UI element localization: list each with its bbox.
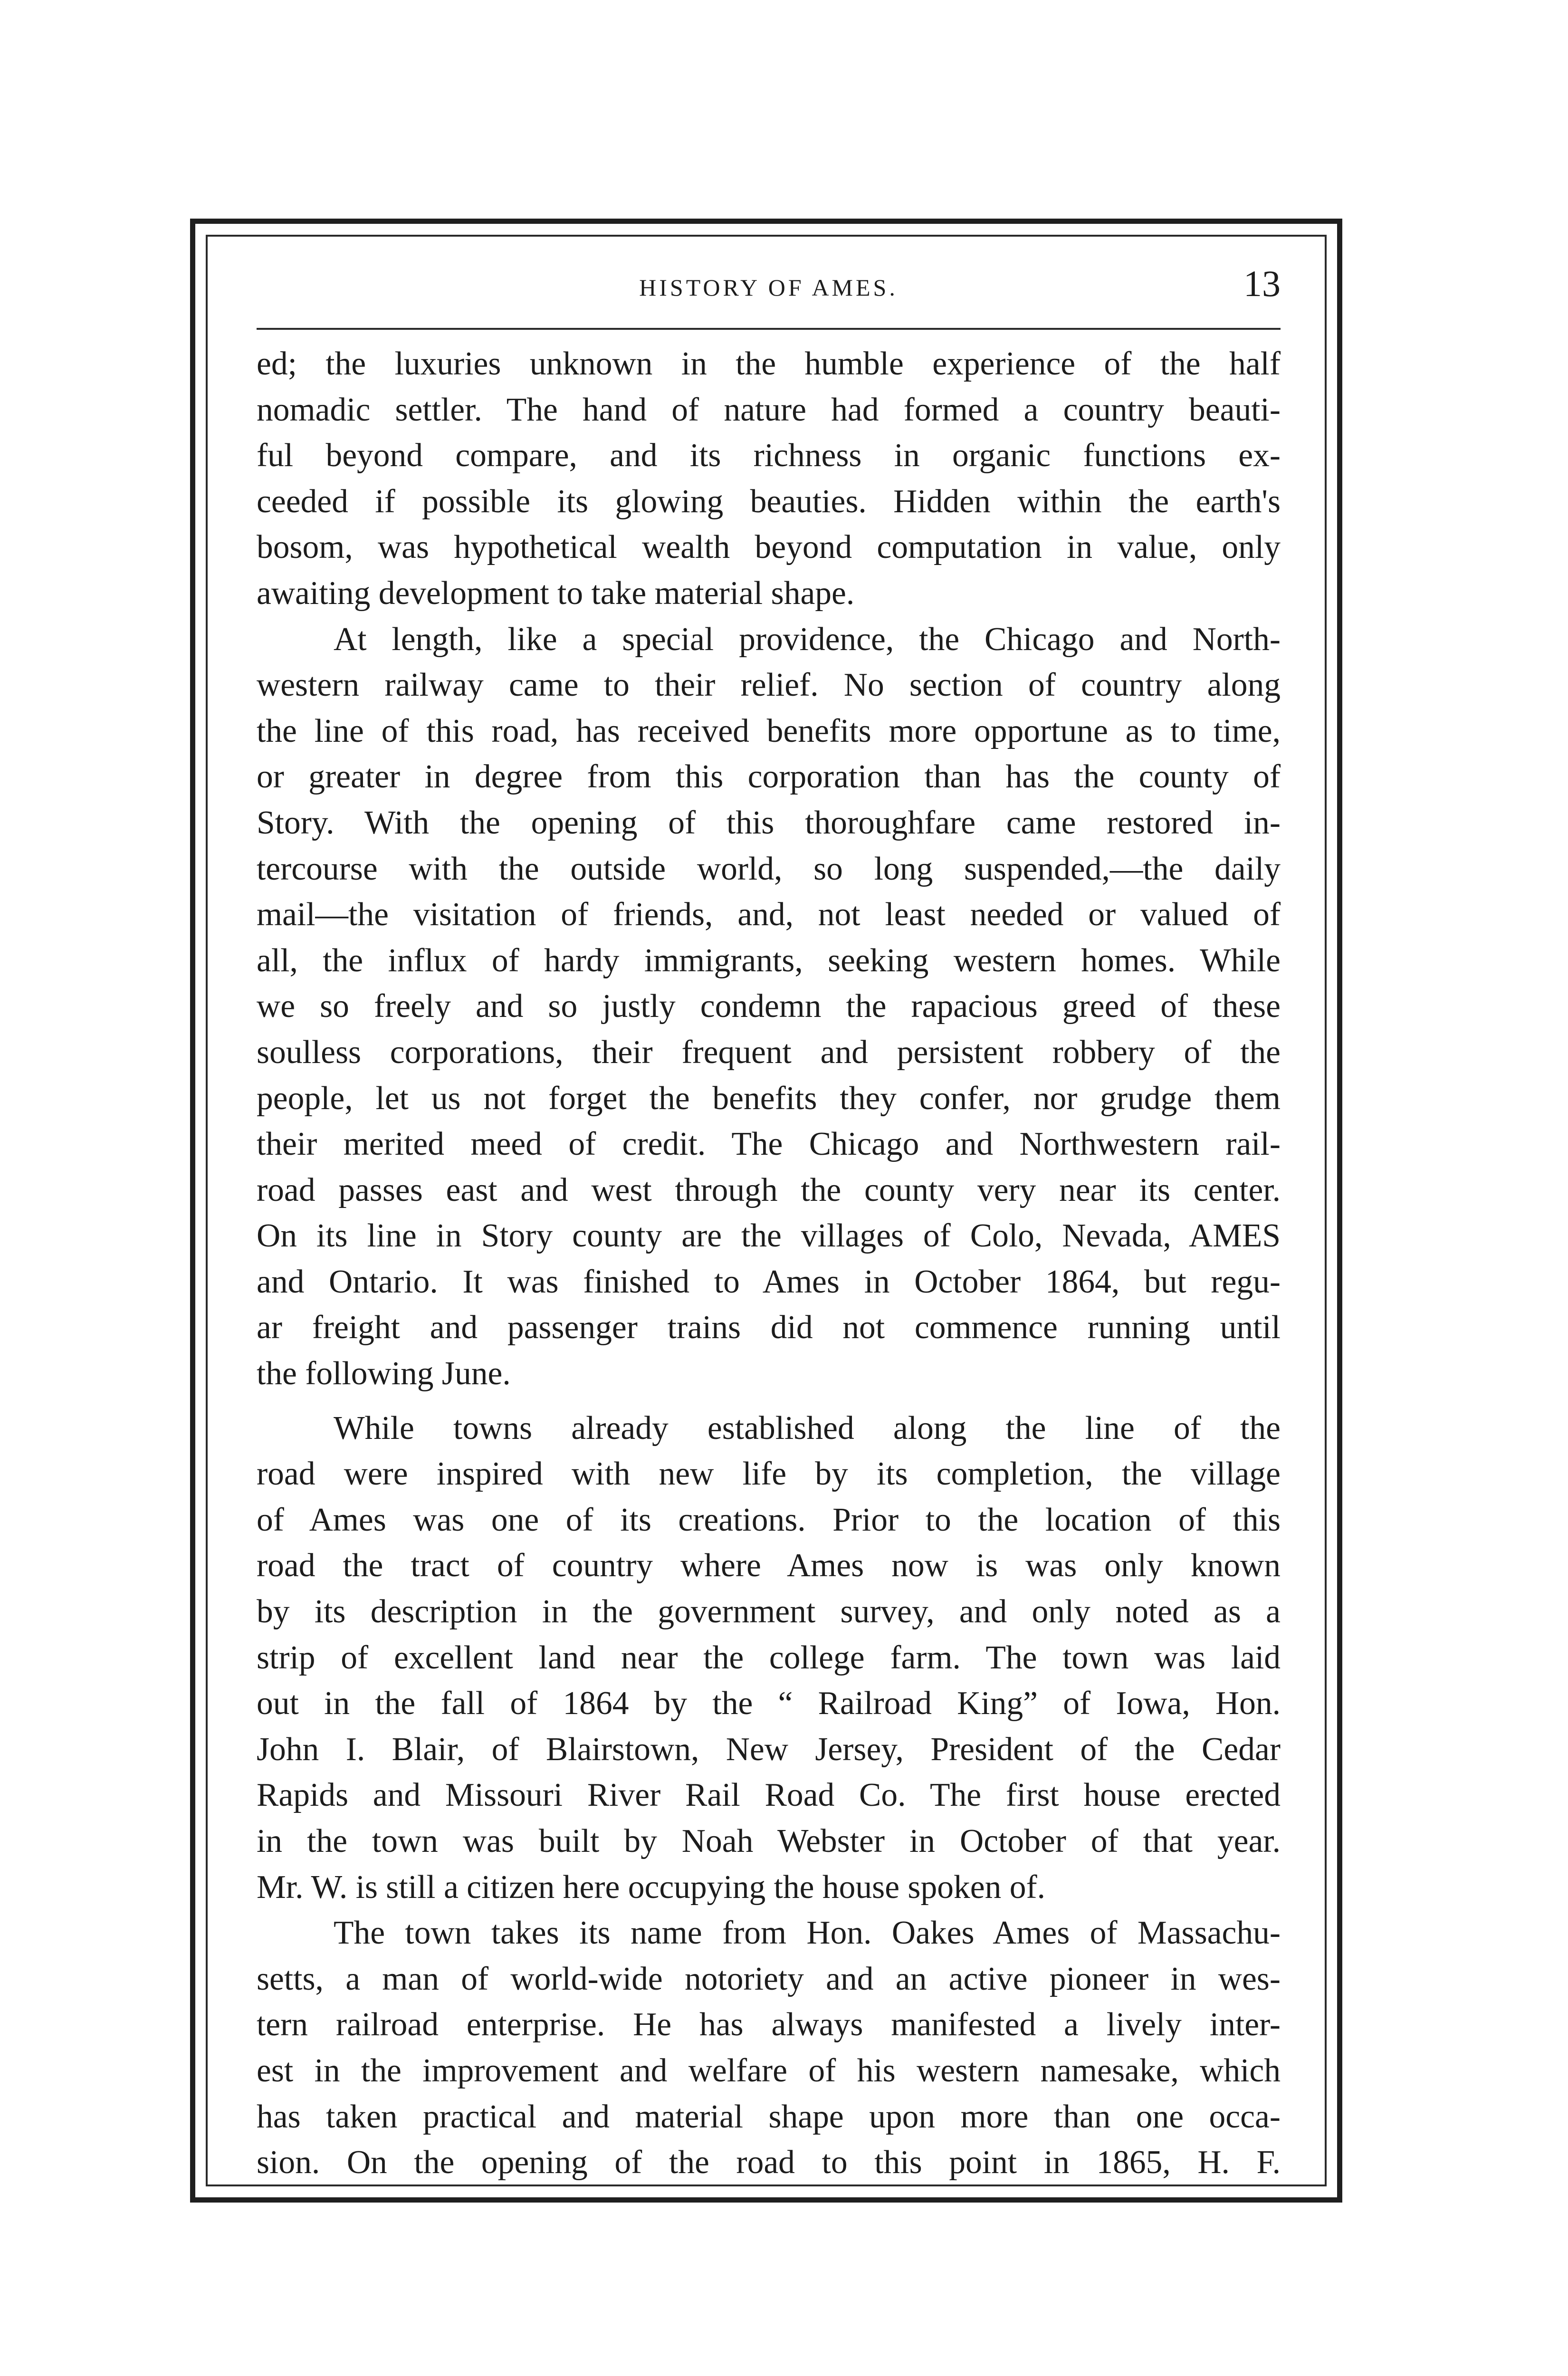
text-line: tercourse with the outside world, so long suspended,—the daily <box>257 850 1281 887</box>
text-line: soulless corporations, their frequent and persistent robbery of the <box>257 1034 1281 1071</box>
text-line: people, let us not forget the benefits they confer, nor grudge them <box>257 1080 1281 1117</box>
text-line: by its description in the government survey, and only noted as a <box>257 1593 1281 1630</box>
text-line: out in the fall of 1864 by the “ Railroad King” of Iowa, Hon. <box>257 1685 1281 1722</box>
text-line: ed; the luxuries unknown in the humble experience of the half <box>257 345 1281 382</box>
text-line: their merited meed of credit. The Chicago and Northwestern rail- <box>257 1126 1281 1163</box>
header-rule <box>257 328 1281 330</box>
page-number: 13 <box>1243 263 1281 304</box>
text-line: bosom, was hypothetical wealth beyond computation in value, only <box>257 529 1281 566</box>
text-line: Rapids and Missouri River Rail Road Co. The first house erected <box>257 1777 1281 1814</box>
text-line: tern railroad enterprise. He has always manifested a lively inter- <box>257 2006 1281 2043</box>
text-line: and Ontario. It was finished to Ames in October 1864, but regu- <box>257 1263 1281 1300</box>
text-line: At length, like a special providence, the Chicago and North- <box>334 621 1281 658</box>
text-line: we so freely and so justly condemn the rapacious greed of these <box>257 988 1281 1025</box>
text-line: strip of excellent land near the college farm. The town was laid <box>257 1639 1281 1676</box>
text-line: sion. On the opening of the road to this point in 1865, H. F. <box>257 2144 1281 2181</box>
running-title: HISTORY OF AMES. <box>639 274 898 301</box>
text-line: the following June. <box>257 1355 511 1392</box>
text-line: road passes east and west through the county very near its center. <box>257 1171 1281 1208</box>
text-line: Story. With the opening of this thoroughfare came restored in- <box>257 804 1281 841</box>
text-line: nomadic settler. The hand of nature had formed a country beauti- <box>257 391 1281 428</box>
text-line: On its line in Story county are the villages of Colo, Nevada, AMES <box>257 1217 1281 1255</box>
text-line: has taken practical and material shape upon more than one occa- <box>257 2098 1281 2135</box>
text-line: While towns already established along the line of the <box>334 1409 1281 1447</box>
text-line: awaiting development to take material shape. <box>257 575 855 612</box>
text-line: all, the influx of hardy immigrants, seeking western homes. While <box>257 942 1281 979</box>
text-line: or greater in degree from this corporation than has the county of <box>257 758 1281 795</box>
text-line: ceeded if possible its glowing beauties. Hidden within the earth's <box>257 483 1281 520</box>
text-line: est in the improvement and welfare of his western namesake, which <box>257 2052 1281 2089</box>
text-line: mail—the visitation of friends, and, not least needed or valued of <box>257 896 1281 933</box>
text-line: road were inspired with new life by its completion, the village <box>257 1456 1281 1493</box>
text-line: road the tract of country where Ames now is was only known <box>257 1547 1281 1584</box>
text-line: ar freight and passenger trains did not commence running until <box>257 1309 1281 1346</box>
paragraph-gap <box>257 1397 1281 1406</box>
text-line: ful beyond compare, and its richness in organic functions ex- <box>257 437 1281 474</box>
text-line: western railway came to their relief. No section of country along <box>257 667 1281 704</box>
text-line: in the town was built by Noah Webster in October of that year. <box>257 1823 1281 1859</box>
text-line: John I. Blair, of Blairstown, New Jersey, President of the Cedar <box>257 1731 1281 1768</box>
text-line: The town takes its name from Hon. Oakes Ames of Massachu- <box>334 1915 1281 1952</box>
page-header <box>257 260 1281 317</box>
text-line: the line of this road, has received benefits more opportune as to time, <box>257 712 1281 749</box>
text-line: Mr. W. is still a citizen here occupying the house spoken of. <box>257 1868 1045 1906</box>
body-text <box>257 341 1281 2186</box>
text-line: of Ames was one of its creations. Prior to the location of this <box>257 1501 1281 1538</box>
text-line: setts, a man of world-wide notoriety and an active pioneer in wes- <box>257 1960 1281 1997</box>
